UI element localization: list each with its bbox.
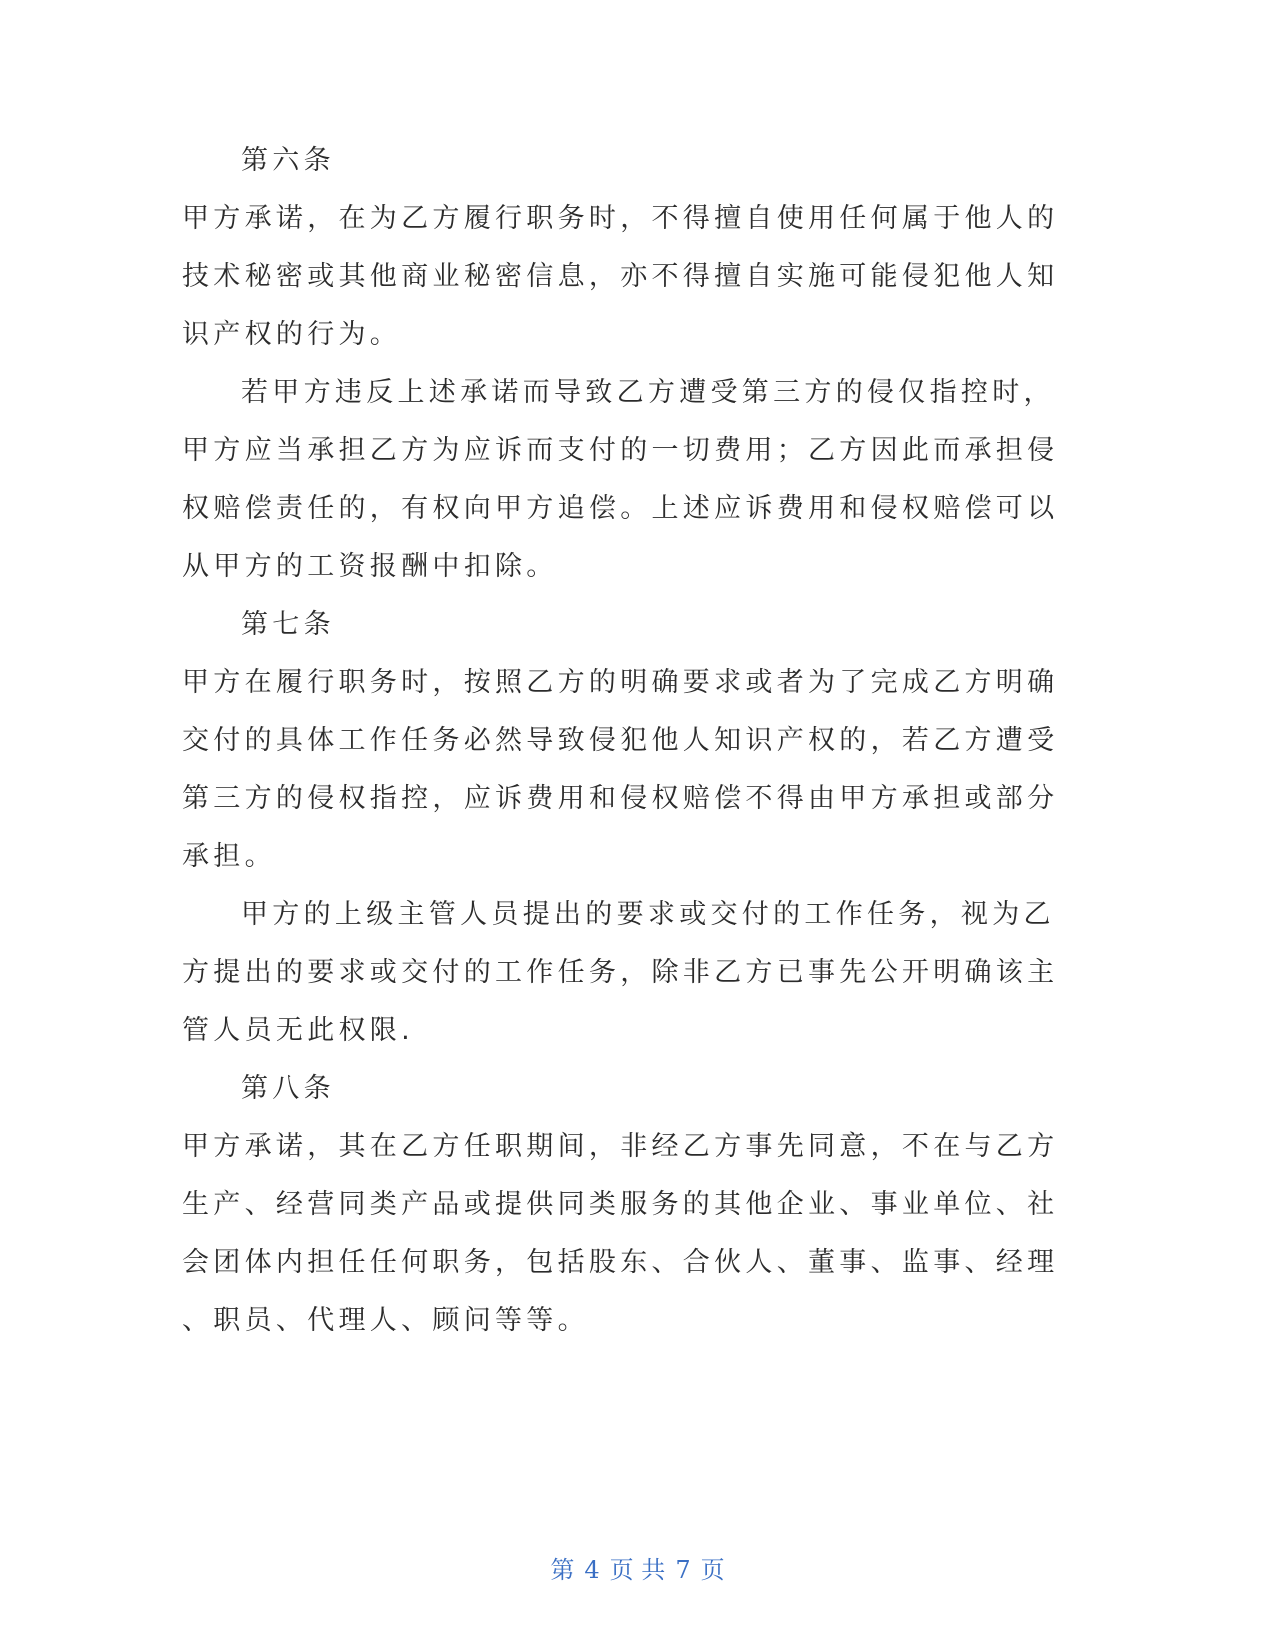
article-heading-8: 第八条 xyxy=(241,1073,335,1104)
paragraph-line: 管人员无此权限. xyxy=(182,1015,414,1046)
article-heading-7: 第七条 xyxy=(241,609,335,640)
paragraph-line: 生产、经营同类产品或提供同类服务的其他企业、事业单位、社 xyxy=(182,1189,1059,1220)
paragraph-line: 交付的具体工作任务必然导致侵犯他人知识产权的，若乙方遭受 xyxy=(182,725,1059,756)
footer-prefix: 第 xyxy=(550,1556,575,1584)
paragraph-line: 承担。 xyxy=(182,841,276,872)
paragraph-line: 甲方承诺，其在乙方任职期间，非经乙方事先同意，不在与乙方 xyxy=(182,1131,1059,1162)
footer-suffix: 页 xyxy=(700,1556,725,1584)
paragraph-line: 从甲方的工资报酬中扣除。 xyxy=(182,551,558,582)
paragraph-line: 权赔偿责任的，有权向甲方追偿。上述应诉费用和侵权赔偿可以 xyxy=(182,493,1059,524)
page-footer xyxy=(0,1555,1275,1585)
footer-total-pages: 7 xyxy=(675,1556,691,1584)
paragraph-line: 、职员、代理人、顾问等等。 xyxy=(182,1305,589,1336)
paragraph-line: 会团体内担任任何职务，包括股东、合伙人、董事、监事、经理 xyxy=(182,1247,1059,1278)
paragraph-line: 甲方应当承担乙方为应诉而支付的一切费用；乙方因此而承担侵 xyxy=(182,435,1059,466)
footer-middle: 页 共 xyxy=(609,1556,666,1584)
paragraph-line: 甲方的上级主管人员提出的要求或交付的工作任务，视为乙 xyxy=(241,899,1055,930)
paragraph-line: 若甲方违反上述承诺而导致乙方遭受第三方的侵仅指控时， xyxy=(241,377,1055,408)
paragraph-line: 甲方在履行职务时，按照乙方的明确要求或者为了完成乙方明确 xyxy=(182,667,1059,698)
paragraph-line: 技术秘密或其他商业秘密信息，亦不得擅自实施可能侵犯他人知 xyxy=(182,261,1059,292)
footer-current-page: 4 xyxy=(584,1556,600,1584)
paragraph-line: 甲方承诺，在为乙方履行职务时，不得擅自使用任何属于他人的 xyxy=(182,203,1059,234)
paragraph-line: 方提出的要求或交付的工作任务，除非乙方已事先公开明确该主 xyxy=(182,957,1059,988)
paragraph-line: 第三方的侵权指控，应诉费用和侵权赔偿不得由甲方承担或部分 xyxy=(182,783,1059,814)
article-heading-6: 第六条 xyxy=(241,145,335,176)
paragraph-line: 识产权的行为。 xyxy=(182,319,402,350)
